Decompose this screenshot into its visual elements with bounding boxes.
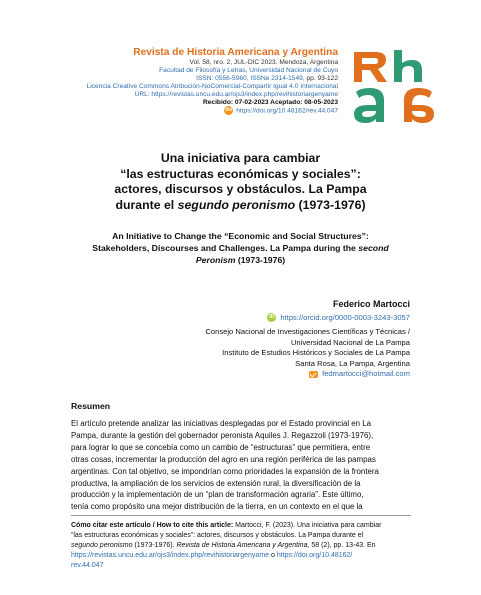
author-name: Federico Martocci <box>332 299 410 309</box>
doi-icon: doi <box>224 107 233 114</box>
journal-header <box>87 47 338 116</box>
citation-label: Cómo citar este artículo / How to cite this article: <box>71 522 234 529</box>
affiliation-line: Universidad Nacional de La Pampa <box>290 337 410 347</box>
citation-text: “las estructuras económicas y sociales”: actores, discursos y obstáculos. La Pampa durante el <box>71 531 364 539</box>
title-line: actores, discursos y obstáculos. La Pampa <box>114 182 367 196</box>
affiliation-line: Santa Rosa, La Pampa, Argentina <box>295 358 410 368</box>
abstract-line: productiva, la ampliación de los servicios de extensión rural, la diversificación de la <box>71 478 361 488</box>
footer-divider <box>71 515 411 516</box>
abstract-line: argentinas. Con tal objetivo, se impondrían como prioridades la expansión de la frontera <box>71 466 379 476</box>
title-line: durante el segundo peronismo (1973-1976) <box>115 197 366 212</box>
subtitle-line: Peronism (1973-1976) <box>195 255 286 265</box>
journal-url-link[interactable]: URL: https://revistas.uncu.edu.ar/ojs3/index.php/revihistoriargenyame <box>134 90 338 98</box>
abstract-line: para lograr lo que se concebía como un cambio de “estructuras” que permitiera, entre <box>71 442 371 452</box>
citation-text: Martocci, F. (2023). Una iniciativa para cambiar <box>233 522 382 529</box>
subtitle-line: An Initiative to Change the “Economic and Social Structures”: <box>112 231 369 241</box>
email-icon <box>309 371 318 378</box>
license-link[interactable]: Licencia Creative Commons Atribución-NoComercial-Compartir Igual 4.0 Internacional <box>86 82 338 90</box>
faculty-info: Facultad de Filosofía y Letras, Universidad Nacional de Cuyo <box>159 66 338 74</box>
doi-link[interactable]: https://doi.org/10.48162/rev.44.047 <box>236 107 338 115</box>
citation-doi-link-continued[interactable]: rev.44.047 <box>71 561 104 569</box>
page-range: pp. 93-122 <box>304 74 338 82</box>
citation-journal-link[interactable]: https://revistas.uncu.edu.ar/ojs3/index.php/revihistoriargenyame <box>71 551 270 559</box>
abstract-line: tenía como propósito una mejor distribución de la tierra, en un contexto en el que la <box>71 502 363 512</box>
journal-logo <box>350 48 440 126</box>
abstract-line: producción y la implementación de un “plan de transformación agraria”. Este último, <box>71 490 364 500</box>
article-subtitle-english <box>60 230 421 266</box>
title-line: Una iniciativa para cambiar <box>160 151 321 165</box>
journal-logo-graphic <box>350 48 440 126</box>
article-title <box>60 151 421 213</box>
email-link[interactable]: fedmartocci@hotmail.com <box>322 369 410 378</box>
abstract-line: El artículo pretende analizar las iniciativas desplegadas por el Estado provincial en La <box>71 419 372 428</box>
orcid-link[interactable]: https://orcid.org/0000-0003-3243-3057 <box>280 312 410 322</box>
abstract-line: Pampa, durante la gestión del gobernador peronista Aquiles J. Regazzoli (1973-1976), <box>71 430 374 440</box>
orcid-icon: iD <box>269 314 275 320</box>
issn-info: ISSN: 0556-5960, ISSNe 2314-1549, <box>196 74 305 82</box>
journal-title: Revista de Historia Americana y Argentina <box>133 47 338 58</box>
abstract-heading: Resumen <box>71 401 111 411</box>
title-line: “las estructuras económicas y sociales”: <box>120 166 361 181</box>
affiliation-line: Consejo Nacional de Investigaciones Científicas y Técnicas / <box>205 327 410 336</box>
subtitle-line: Stakeholders, Discourses and Challenges. La Pampa during the second <box>92 243 389 253</box>
citation-block: Cómo citar este artículo / How to cite this article: Martocci, F. (2023). Una iniciativa para cambiar “las estructuras económicas y sociales”: actores, discursos y obstáculos. La Pampa durante el segundo peronismo (1973-1976). Revista de Historia Americana y Argentina, 58 (2), pp. 13-43. En https://revistas.uncu.edu.ar/ojs3/index.php/revihistoriargenyame o https://doi.org/10.48162/ rev.44.047 <box>71 521 411 571</box>
citation-doi-link[interactable]: https://doi.org/10.48162/ <box>276 551 353 559</box>
affiliation-line: Instituto de Estudios Históricos y Sociales de La Pampa <box>222 348 410 357</box>
abstract-line: otras cosas, incrementar la producción del agro en una región periférica de las pampas <box>71 454 376 464</box>
received-accepted-dates: Recibido: 07-02-2023 Aceptado: 08-05-2023 <box>203 98 338 106</box>
volume-info: Vol. 58, nro. 2, JUL-DIC 2023. Mendoza, Argentina <box>189 59 338 66</box>
author-block <box>205 299 410 380</box>
abstract-body <box>71 418 411 513</box>
